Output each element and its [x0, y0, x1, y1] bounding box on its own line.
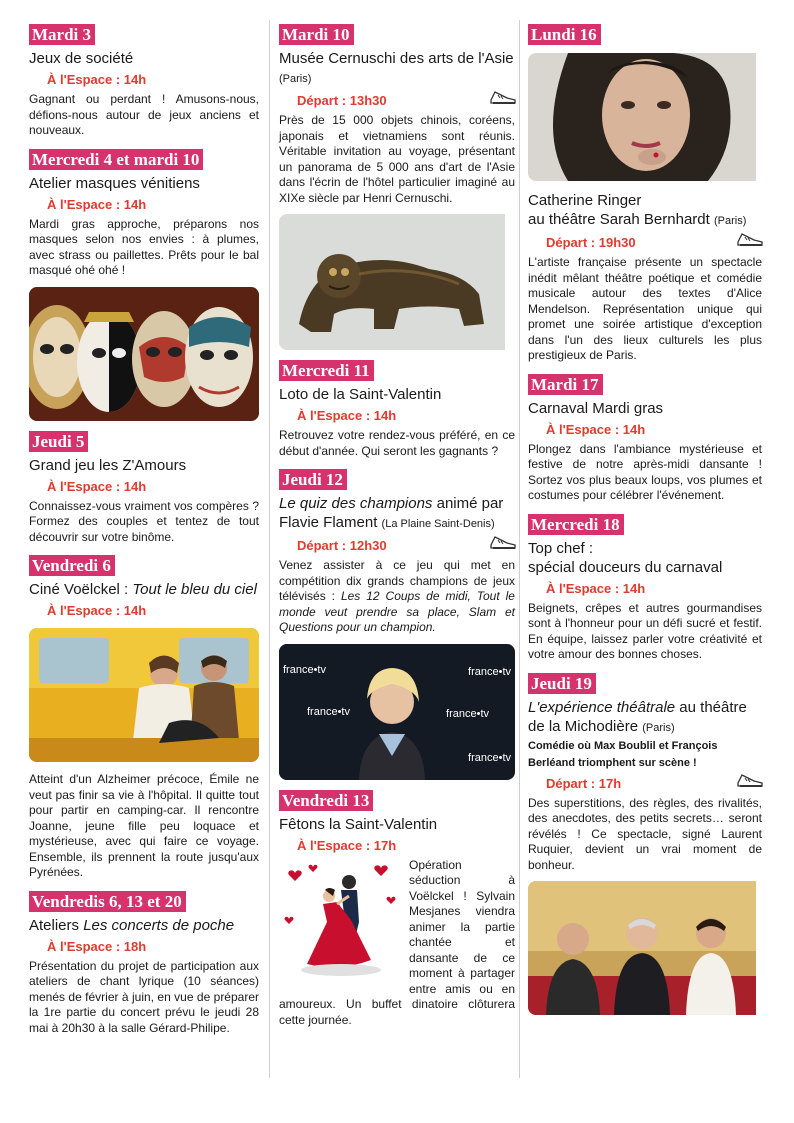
title-prefix: Ateliers: [29, 916, 84, 934]
event-loto: [279, 360, 515, 459]
event-title: [528, 539, 762, 577]
show-title: Le quiz des champions: [279, 495, 433, 512]
walking-shoe-icon: [736, 769, 764, 789]
event-date: Mercredi 18: [528, 514, 624, 535]
event-date: Mercredi 11: [279, 360, 374, 381]
event-title: [279, 49, 515, 89]
event-location-time: [546, 234, 762, 252]
event-description: Des superstitions, des règles, des rivalités, des anecdotes, des petits secrets… seront révélés ! Ce spectacle, signé Laurent Ruquier, devient un vrai moment de bonheur.: [528, 795, 762, 872]
event-saint-valentin: [279, 790, 515, 1029]
event-location-time: À l'Espace : 14h: [297, 408, 397, 423]
event-description: Mardi gras approche, préparons nos masques selon nos envies : à plumes, avec strass ou paillettes. Prêts pour le bal masqué ohé ohé !: [29, 216, 259, 277]
event-description: Atteint d'un Alzheimer précoce, Émile ne veut pas finir sa vie à l'hôpital. Il quitte tout pour partir en camping-car. Il rencontre Joanne, jeune fille peu loquace et mystérieuse, avec qui faire ce voyage. Ensemble, ils prennent la route jusqu'aux Pyrénées.: [29, 772, 259, 879]
event-cine-voelckel: [29, 555, 259, 881]
column-2: [279, 24, 515, 1038]
walking-shoe-icon: [489, 531, 517, 551]
column-divider: [269, 20, 270, 1078]
event-title: [29, 580, 259, 599]
venue-name: au théâtre Sarah Bernhardt: [528, 211, 710, 228]
title-location: (Paris): [713, 215, 747, 227]
event-date: Lundi 16: [528, 24, 601, 45]
title-location: (La Plaine Saint-Denis): [381, 518, 495, 530]
tv-logo: france•tv: [283, 663, 326, 676]
event-title: [29, 916, 259, 935]
event-title: Loto de la Saint-Valentin: [279, 386, 442, 403]
departure-time: Départ : 19h30: [546, 235, 636, 250]
event-description: Présentation du projet de participation aux ateliers de chant lyrique (10 séances) menés de février à juin, en vue de préparer la 1re partie du concert prévu le jeudi 28 mai à 20h30 à la salle Gérard-Philipe.: [29, 958, 259, 1035]
dancing-couple-illustration: [279, 860, 403, 988]
title-line-2: spécial douceurs du carnaval: [528, 558, 723, 576]
event-title: Carnaval Mardi gras: [528, 399, 664, 417]
event-date: Mardi 17: [528, 374, 603, 395]
event-description: Beignets, crêpes et autres gourmandises sont à l'honneur pour un défi sucré et festif. En équipe, laissez parler votre créativité et votre amour des bonnes choses.: [528, 600, 762, 661]
event-musee-cernuschi: [279, 24, 515, 350]
departure-time: Départ : 17h: [546, 775, 622, 791]
venue-name: au théâtre de la Michodière: [528, 698, 747, 735]
title-host: animé par Flavie Flament: [279, 495, 504, 531]
title-location: (Paris): [279, 73, 312, 85]
venetian-masks-photo: [29, 287, 259, 421]
event-date: Jeudi 5: [29, 431, 88, 452]
title-location: (Paris): [642, 721, 675, 734]
event-location-time: À l'Espace : 14h: [47, 196, 147, 212]
event-location-time: À l'Espace : 14h: [47, 478, 147, 494]
event-location-time: À l'Espace : 14h: [47, 72, 147, 87]
event-date: Vendredis 6, 13 et 20: [29, 891, 186, 912]
event-date: Mercredi 4 et mardi 10: [29, 149, 203, 170]
walking-shoe-icon: [736, 228, 764, 248]
description-text: Venez assister à ce jeu qui met en compétition dix grands champions de jeux télévisés :: [279, 558, 515, 603]
event-description: Près de 15 000 objets chinois, coréens, japonais et vietnamiens sont réunis. Véritable invitation au voyage, présentant un panorama de 5 000 ans d'art de l'Asie dans l'écrin de l'hôtel particulier imaginé au XIXe siècle par Henri Cernuschi.: [279, 113, 515, 205]
event-title: [528, 191, 762, 231]
event-description: Gagnant ou perdant ! Amusons-nous, défions-nous autour de jeux anciens et nouveaux.: [29, 92, 259, 137]
event-location-time: À l'Espace : 14h: [546, 580, 646, 596]
tv-logo: france•tv: [468, 751, 511, 764]
event-location-time: À l'Espace : 17h: [297, 837, 397, 853]
event-concerts-de-poche: [29, 891, 259, 1037]
event-title: Atelier masques vénitiens: [29, 174, 200, 192]
workshop-title: Les concerts de poche: [83, 916, 235, 934]
film-still-photo: [29, 628, 259, 762]
event-date: Vendredi 13: [279, 790, 373, 811]
event-description: Retrouvez votre rendez-vous préféré, en ce début d'année. Qui seront les gagnants ?: [279, 428, 515, 458]
walking-shoe-icon: [489, 86, 517, 106]
event-grand-jeu: [29, 431, 259, 546]
catherine-ringer-photo: [528, 53, 762, 181]
event-location-time: [297, 92, 515, 110]
event-location-time: À l'Espace : 18h: [47, 938, 147, 954]
event-date: Mardi 10: [279, 24, 354, 45]
actors-photo: [528, 881, 762, 1015]
event-date: Mardi 3: [29, 24, 95, 45]
show-names: Les 12 Coups de midi, Tout le monde veut prendre sa place, Slam et Questions pour un champion.: [279, 589, 515, 634]
event-description: Plongez dans l'ambiance mystérieuse et festive de notre après-midi dansante ! Sortez vos plus beaux loups, vos plumes et costumes pour célébrer l'événement.: [528, 441, 762, 502]
event-location-time: [546, 775, 762, 793]
event-title: Grand jeu les Z'Amours: [29, 456, 187, 474]
event-description: [279, 858, 515, 1029]
event-description: L'artiste française présente un spectacle inédit mêlant théâtre poétique et comédie musicale autour des textes d'Alice Mendelson. Représentation unique qui promet une soirée artistique d'exception dans l'un des lieux culturels les plus prestigieux de Paris.: [528, 255, 762, 362]
event-subtitle: Comédie où Max Boublil et François Berléand triomphent sur scène !: [528, 739, 718, 769]
column-1: [29, 24, 259, 1046]
event-date: Vendredi 6: [29, 555, 115, 576]
event-title: [528, 698, 762, 738]
event-top-chef: [528, 514, 762, 663]
event-location-time: À l'Espace : 14h: [47, 603, 147, 618]
event-carnaval: [528, 374, 762, 504]
flavie-flament-photo: [279, 644, 515, 780]
description-text: Opération séduction à Voëlckel ! Sylvain Mesjanes viendra animer la partie chantée et dansante de ce moment à partager entre amis ou en amoureux. Un buffet dinatoire clôturera cette journée.: [279, 857, 515, 1027]
tv-logo: france•tv: [307, 705, 350, 718]
title-line-1: Top chef :: [528, 539, 594, 557]
event-title: Fêtons la Saint-Valentin: [279, 815, 438, 833]
artist-name: Catherine Ringer: [528, 192, 642, 209]
event-title: Jeux de société: [29, 50, 134, 67]
event-masques-venitiens: [29, 149, 259, 421]
event-catherine-ringer: [528, 24, 762, 364]
event-title: [279, 494, 515, 534]
title-prefix: Ciné Voëlckel :: [29, 581, 133, 598]
event-date: Jeudi 12: [279, 469, 347, 490]
event-date: Jeudi 19: [528, 673, 596, 694]
event-location-time: À l'Espace : 14h: [546, 421, 646, 437]
bronze-lion-photo: [279, 214, 515, 350]
show-title: L'expérience théâtrale: [528, 698, 676, 716]
event-jeux-de-societe: [29, 24, 259, 139]
tv-logo: france•tv: [446, 707, 489, 720]
title-text: Musée Cernuschi des arts de l'Asie: [279, 50, 514, 67]
film-title: Tout le bleu du ciel: [132, 581, 257, 598]
event-description: [279, 558, 515, 636]
tv-logo: france•tv: [468, 665, 511, 678]
event-experience-theatrale: [528, 673, 762, 1016]
event-quiz-champions: [279, 469, 515, 780]
event-location-time: [297, 537, 515, 555]
column-3: [528, 24, 762, 1025]
departure-time: Départ : 12h30: [297, 538, 387, 553]
departure-time: Départ : 13h30: [297, 93, 387, 108]
event-description: Connaissez-vous vraiment vos compères ? Formez des couples et tentez de tout découvrir sur votre binôme.: [29, 498, 259, 544]
column-divider: [519, 20, 520, 1078]
